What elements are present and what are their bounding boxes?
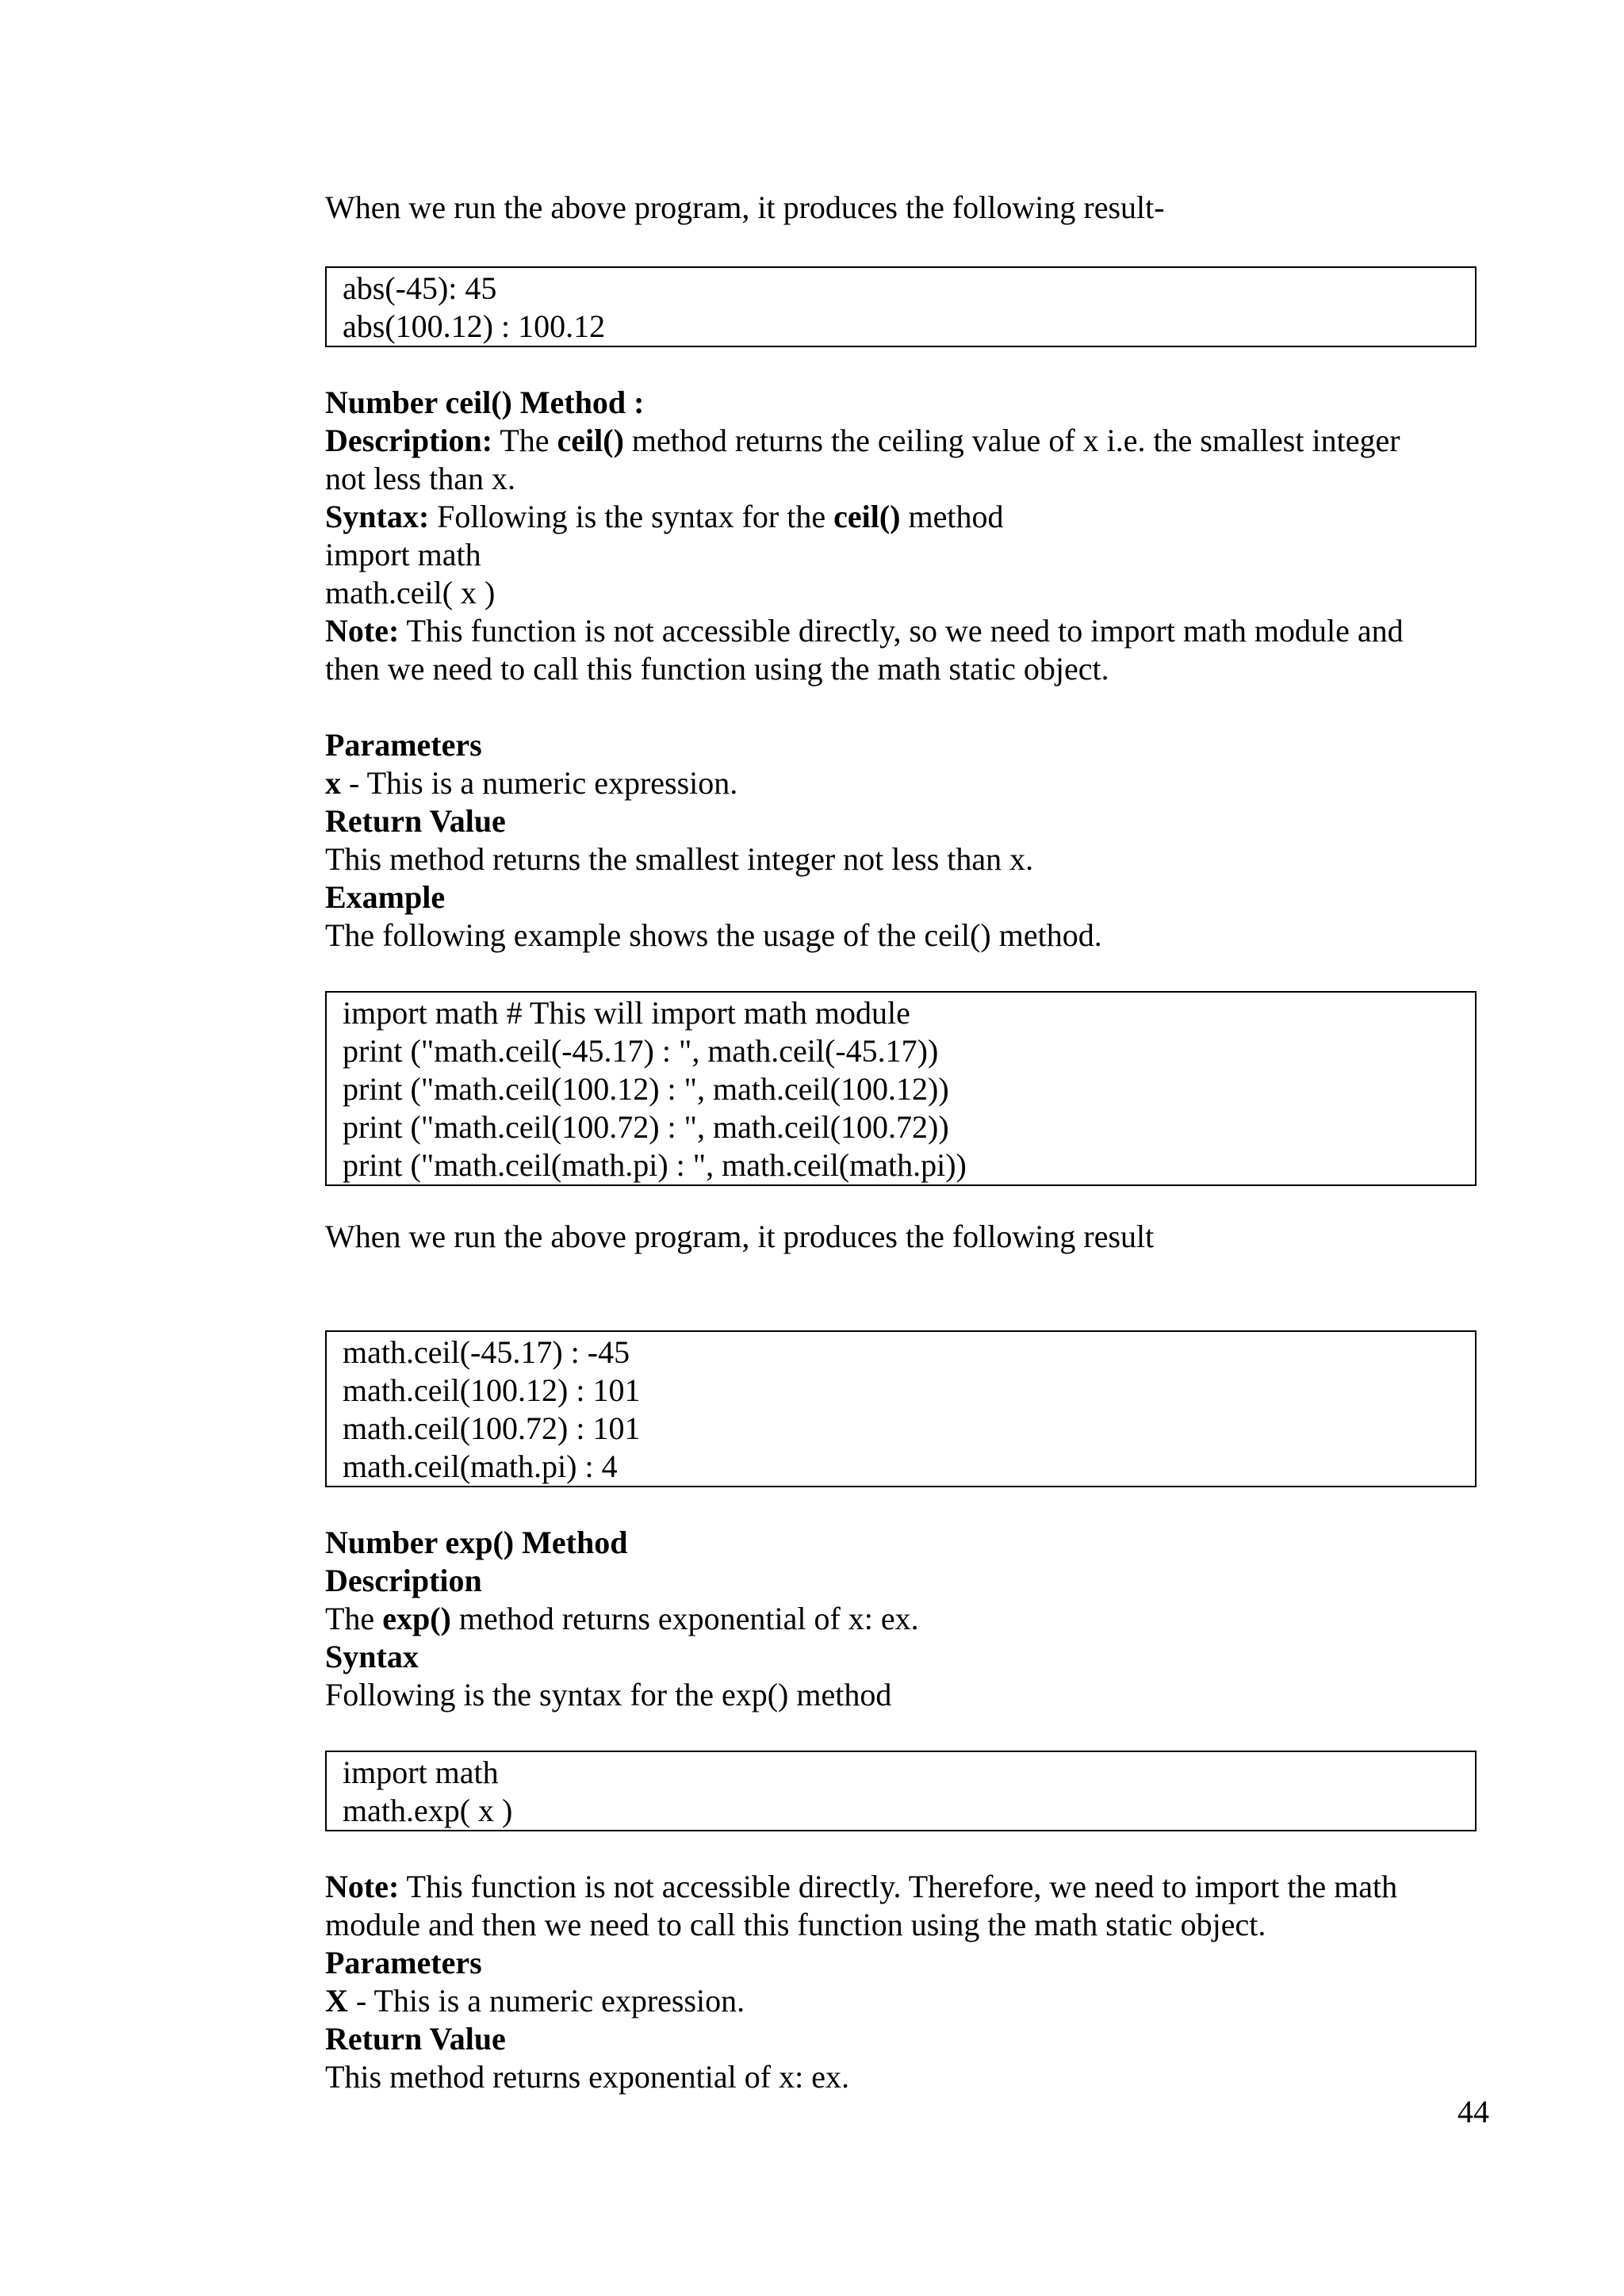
- document-page: [325, 189, 1475, 2096]
- exp-note-cont: module and then we need to call this function using the math static object.: [325, 1907, 1266, 1942]
- ceil-note: [325, 612, 1475, 650]
- output-line: math.ceil(100.72) : 101: [343, 1410, 641, 1446]
- ceil-desc-post: method returns the ceiling value of x i.e. the smallest integer: [623, 423, 1400, 458]
- ceil-syntax-post: method: [900, 499, 1004, 534]
- ceil-example-text: The following example shows the usage of the ceil() method.: [325, 917, 1102, 953]
- code-line: print ("math.ceil(-45.17) : ", math.ceil(-45.17)): [343, 1033, 939, 1069]
- ceil-desc-pre: The: [492, 423, 557, 458]
- ceil-desc-bold: ceil(): [557, 423, 624, 458]
- code-line: import math: [343, 1755, 499, 1790]
- ceil-description: [325, 422, 1475, 460]
- exp-desc-bold: exp(): [382, 1601, 451, 1636]
- ceil-heading: Number ceil() Method :: [325, 385, 645, 420]
- page-number: 44: [1457, 2094, 1489, 2130]
- exp-heading: Number exp() Method: [325, 1525, 628, 1560]
- abs-output-line: abs(100.12) : 100.12: [343, 308, 606, 344]
- exp-return-text: This method returns exponential of x: ex.: [325, 2059, 849, 2095]
- ceil-param-name: x: [325, 765, 341, 801]
- exp-param-desc: - This is a numeric expression.: [347, 1983, 745, 2019]
- intro-result-text: When we run the above program, it produces the following result-: [325, 189, 1165, 225]
- ceil-params-heading: Parameters: [325, 727, 482, 763]
- exp-desc-post: method returns exponential of x: ex.: [450, 1601, 919, 1636]
- ceil-example-heading: Example: [325, 879, 446, 915]
- code-line: math.exp( x ): [343, 1793, 513, 1828]
- ceil-syntax: [325, 498, 1475, 536]
- ceil-output-box: [325, 1330, 1477, 1487]
- exp-params-heading: Parameters: [325, 1945, 482, 1980]
- ceil-note-cont: then we need to call this function using the math static object.: [325, 651, 1109, 687]
- output-line: math.ceil(math.pi) : 4: [343, 1448, 618, 1484]
- exp-syntax-text: Following is the syntax for the exp() method: [325, 1677, 892, 1712]
- output-line: math.ceil(100.12) : 101: [343, 1372, 641, 1408]
- ceil-param: [325, 764, 1475, 802]
- ceil-result-intro: When we run the above program, it produces the following result: [325, 1219, 1155, 1254]
- ceil-syntax-line: math.ceil( x ): [325, 575, 496, 610]
- exp-description: [325, 1600, 1475, 1638]
- output-line: math.ceil(-45.17) : -45: [343, 1334, 630, 1370]
- ceil-return-heading: Return Value: [325, 803, 506, 839]
- exp-syntax-box: [325, 1751, 1477, 1831]
- exp-note: [325, 1868, 1475, 1906]
- code-line: print ("math.ceil(math.pi) : ", math.ceil(math.pi)): [343, 1147, 967, 1183]
- ceil-desc-label: Description:: [325, 423, 493, 458]
- exp-desc-heading: Description: [325, 1563, 482, 1598]
- ceil-syntax-line: import math: [325, 537, 481, 572]
- ceil-note-text: This function is not accessible directly, so we need to import math module and: [399, 613, 1404, 649]
- exp-return-heading: Return Value: [325, 2021, 506, 2057]
- exp-desc-pre: The: [325, 1601, 383, 1636]
- ceil-code-box: [325, 991, 1477, 1186]
- code-line: print ("math.ceil(100.12) : ", math.ceil(100.12)): [343, 1071, 949, 1107]
- ceil-description-cont: not less than x.: [325, 461, 515, 496]
- ceil-param-desc: - This is a numeric expression.: [341, 765, 738, 801]
- ceil-note-label: Note:: [325, 613, 400, 649]
- exp-param: [325, 1982, 1475, 2020]
- exp-syntax-heading: Syntax: [325, 1639, 419, 1674]
- abs-output-line: abs(-45): 45: [343, 270, 497, 306]
- code-line: print ("math.ceil(100.72) : ", math.ceil(100.72)): [343, 1109, 949, 1145]
- ceil-return-text: This method returns the smallest integer not less than x.: [325, 841, 1034, 877]
- code-line: import math # This will import math module: [343, 995, 910, 1031]
- exp-param-name: X: [325, 1983, 348, 2019]
- exp-note-text: This function is not accessible directly. Therefore, we need to import the math: [399, 1869, 1398, 1904]
- ceil-syntax-bold: ceil(): [833, 499, 901, 534]
- abs-output-box: [325, 266, 1477, 347]
- exp-note-label: Note:: [325, 1869, 400, 1904]
- ceil-syntax-label: Syntax:: [325, 499, 430, 534]
- ceil-syntax-pre: Following is the syntax for the: [429, 499, 834, 534]
